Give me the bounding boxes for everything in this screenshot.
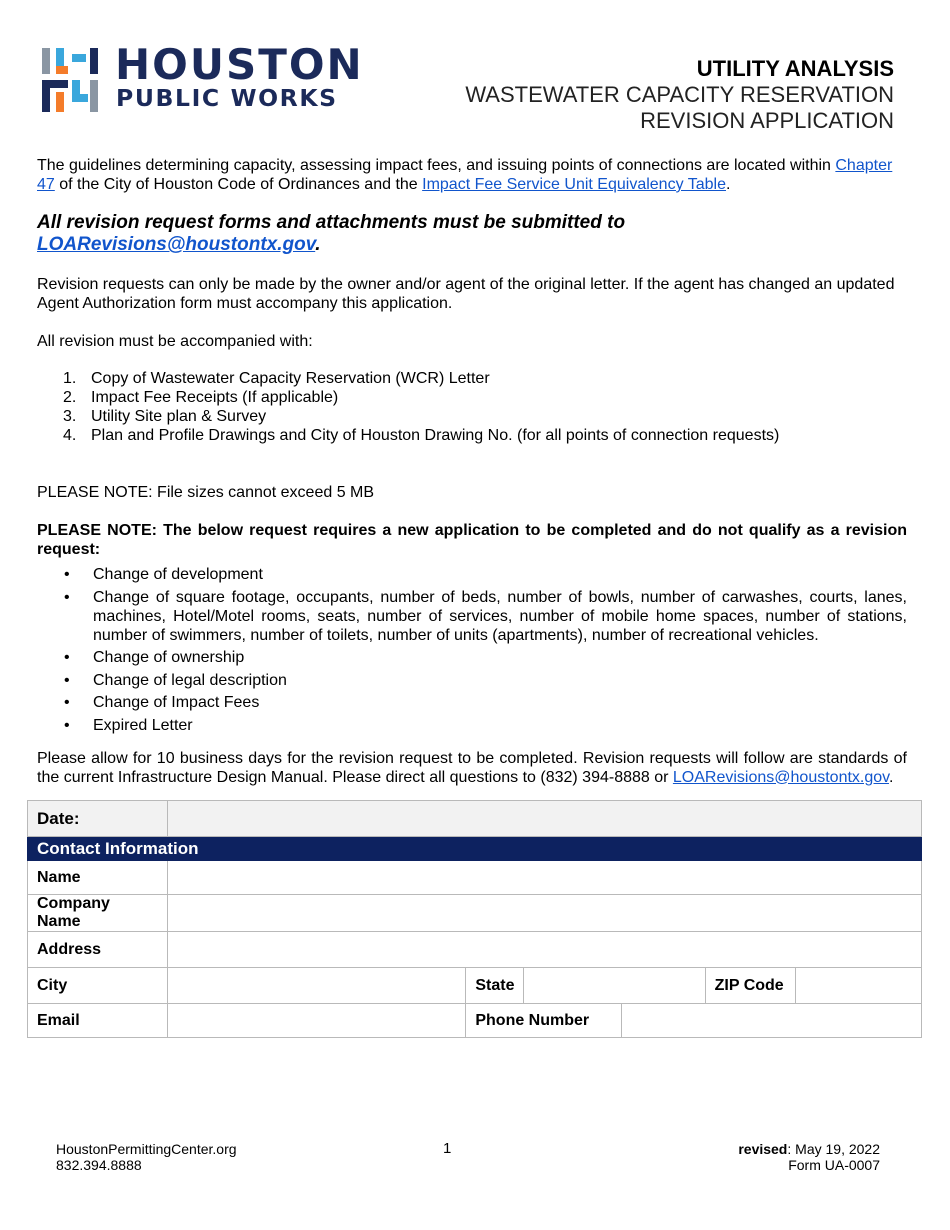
company-row	[28, 895, 922, 932]
list-text: Change of square footage, occupants, number of beds, number of bowls, number of carwashes, courts, lanes, machines, Hotel/Motel rooms, seats, number of services, number of mobile home spaces, number of stations, number of swimmers, number of toilets, number of units (apartments), number of recreational vehicles.	[93, 588, 907, 644]
footer-contact	[56, 1141, 237, 1173]
section-title: Contact Information	[28, 837, 922, 861]
new-application-list	[37, 565, 907, 735]
name-row	[28, 861, 922, 895]
phone-number-field[interactable]	[622, 1004, 922, 1038]
list-item	[37, 565, 907, 584]
file-size-note: PLEASE NOTE: File sizes cannot exceed 5 MB	[37, 484, 375, 501]
list-number: 1.	[63, 370, 77, 387]
document-header	[465, 56, 894, 134]
bullet-icon: •	[64, 694, 70, 711]
email-field[interactable]	[167, 1004, 466, 1038]
list-item	[37, 426, 907, 445]
list-text: Change of legal description	[93, 671, 287, 689]
document-title: UTILITY ANALYSIS	[696, 56, 894, 81]
state-label: State	[466, 968, 524, 1004]
zip-code-label: ZIP Code	[705, 968, 796, 1004]
impact-fee-table-link[interactable]: Impact Fee Service Unit Equivalency Table	[422, 176, 726, 193]
chapter-47-link[interactable]: Chapter 47	[37, 157, 893, 193]
list-number: 4.	[63, 427, 77, 444]
list-text: Change of ownership	[93, 649, 245, 666]
logo-mark-icon	[42, 44, 102, 112]
list-item	[37, 369, 907, 388]
page-number: 1	[443, 1140, 452, 1157]
address-label: Address	[28, 932, 168, 968]
list-item	[37, 648, 907, 667]
closing-text: Please allow for 10 business days for the revision request to be completed. Revision requests will follow are standards of the current Infrastructure Design Manual. Please direct all questions to (832) 394-8888 or	[37, 749, 907, 786]
list-item	[37, 588, 907, 645]
name-field[interactable]	[167, 861, 921, 895]
closing-end: .	[888, 768, 894, 786]
closing-paragraph	[37, 749, 907, 787]
document-body	[37, 156, 907, 787]
address-field[interactable]	[167, 932, 921, 968]
logo-text-public-works: PUBLIC WORKS	[116, 84, 338, 112]
requirements-list	[37, 369, 907, 445]
bullet-icon: •	[64, 671, 70, 689]
address-row	[28, 932, 922, 968]
notice-end: .	[315, 234, 321, 255]
logo-text-houston: HOUSTON	[115, 40, 364, 89]
list-number: 2.	[63, 389, 77, 406]
list-item	[37, 716, 907, 735]
list-item	[37, 388, 907, 407]
bullet-icon: •	[64, 716, 70, 734]
email-row	[28, 1004, 922, 1038]
bullet-icon: •	[64, 566, 70, 583]
accompany-heading: All revision must be accompanied with:	[37, 333, 313, 350]
list-text: Copy of Wastewater Capacity Reservation (WCR) Letter	[91, 370, 490, 387]
intro-paragraph	[37, 156, 907, 194]
state-field[interactable]	[524, 968, 705, 1004]
footer-revision	[738, 1141, 880, 1173]
owner-agent-paragraph: Revision requests can only be made by the owner and/or agent of the original letter. If the agent has changed an updated Agent Authorization form must accompany this application.	[37, 276, 895, 312]
document-subtitle-line1: WASTEWATER CAPACITY RESERVATION	[465, 82, 894, 107]
list-text: Impact Fee Receipts (If applicable)	[91, 389, 339, 406]
list-text: Expired Letter	[93, 716, 193, 734]
list-text: Plan and Profile Drawings and City of Houston Drawing No. (for all points of connection requests)	[91, 427, 780, 444]
footer-website: HoustonPermittingCenter.org	[56, 1141, 237, 1157]
revised-date: : May 19, 2022	[787, 1141, 880, 1157]
company-name-label: Company Name	[28, 895, 168, 932]
list-item	[37, 693, 907, 712]
city-field[interactable]	[167, 968, 466, 1004]
intro-text: The guidelines determining capacity, assessing impact fees, and issuing points of connections are located within	[37, 157, 836, 174]
zip-code-field[interactable]	[796, 968, 922, 1004]
footer-phone: 832.394.8888	[56, 1157, 142, 1173]
revised-label: revised	[738, 1141, 788, 1157]
bullet-icon: •	[64, 649, 70, 666]
list-item	[37, 671, 907, 690]
questions-email-link[interactable]: LOARevisions@houstontx.gov	[672, 768, 889, 786]
submission-notice	[37, 212, 907, 256]
list-item	[37, 407, 907, 426]
new-application-note: PLEASE NOTE: The below request requires a new application to be completed and do not qualify as a revision request:	[37, 522, 907, 558]
revisions-email-link[interactable]: LOARevisions@houstontx.gov	[37, 234, 316, 255]
company-name-field[interactable]	[167, 895, 921, 932]
list-text: Change of development	[93, 566, 263, 583]
intro-text: of the City of Houston Code of Ordinances and the	[54, 176, 423, 193]
houston-public-works-logo	[42, 40, 364, 114]
revised-line	[738, 1141, 880, 1157]
intro-text: .	[725, 176, 731, 193]
city-row	[28, 968, 922, 1004]
phone-number-label: Phone Number	[466, 1004, 622, 1038]
bullet-icon: •	[64, 588, 70, 606]
date-field[interactable]	[167, 801, 921, 837]
form-number: Form UA-0007	[788, 1157, 880, 1173]
list-text: Utility Site plan & Survey	[91, 408, 267, 425]
date-label: Date:	[28, 801, 168, 837]
contact-form-table	[27, 800, 922, 1038]
contact-section-header	[28, 837, 922, 861]
list-text: Change of Impact Fees	[93, 694, 260, 711]
date-row	[28, 801, 922, 837]
city-label: City	[28, 968, 168, 1004]
list-number: 3.	[63, 408, 77, 425]
notice-text: All revision request forms and attachments must be submitted to	[37, 212, 626, 233]
document-subtitle-line2: REVISION APPLICATION	[640, 108, 894, 133]
name-label: Name	[28, 861, 168, 895]
email-label: Email	[28, 1004, 168, 1038]
